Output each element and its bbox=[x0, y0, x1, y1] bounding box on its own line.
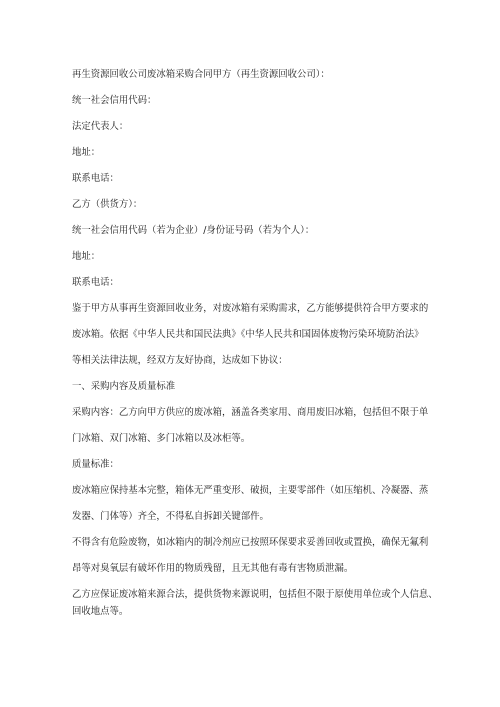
quality-2-line: 昂等对臭氧层有破坏作用的物质残留，且无其他有毒有害物质泄漏。 bbox=[72, 563, 354, 574]
content-line: 采购内容：乙方向甲方供应的废冰箱，涵盖各类家用、商用废旧冰箱，包括但不限于单 bbox=[72, 407, 429, 418]
preamble-line: 等相关法律法规，经双方友好协商，达成如下协议： bbox=[72, 355, 288, 366]
preamble-line: 鉴于甲方从事再生资源回收业务，对废冰箱有采购需求，乙方能够提供符合甲方要求的 bbox=[72, 303, 429, 314]
party-b-phone: 联系电话： bbox=[72, 277, 119, 288]
preamble-line: 废冰箱。依据《中华人民共和国民法典》《中华人民共和国固体废物污染环境防治法》 bbox=[72, 329, 424, 340]
content-paragraph bbox=[72, 406, 444, 445]
party-a-address: 地址： bbox=[72, 147, 101, 158]
quality-3-line: 乙方应保证废冰箱来源合法，提供货物来源说明，包括但不限于原使用单位或个人信息、 bbox=[72, 589, 438, 600]
quality-3-line: 回收地点等。 bbox=[72, 606, 129, 617]
quality-1-line: 废冰箱应保持基本完整，箱体无严重变形、破损，主要零部件（如压缩机、冷凝器、蒸 bbox=[72, 485, 429, 496]
party-b-title: 乙方（供货方）： bbox=[72, 199, 143, 210]
party-b-address: 地址： bbox=[72, 251, 101, 262]
quality-1-line: 发器、门体等）齐全，不得私自拆卸关键部件。 bbox=[72, 511, 269, 522]
quality-paragraph-2 bbox=[72, 536, 444, 575]
section-1-heading: 一、采购内容及质量标准 bbox=[72, 381, 176, 392]
preamble-paragraph bbox=[72, 302, 444, 367]
quality-paragraph-1 bbox=[72, 484, 444, 523]
doc-title-line: 再生资源回收公司废冰箱采购合同甲方（再生资源回收公司）： bbox=[72, 69, 330, 80]
quality-2-line: 不得含有危险废物，如冰箱内的制冷剂应已按照环保要求妥善回收或置换，确保无氟利 bbox=[72, 537, 429, 548]
party-a-credit-code: 统一社会信用代码： bbox=[72, 95, 157, 106]
party-a-phone: 联系电话： bbox=[72, 173, 119, 184]
party-b-id: 统一社会信用代码（若为企业）/身份证号码（若为个人）： bbox=[72, 225, 315, 236]
quality-paragraph-3 bbox=[72, 588, 444, 618]
content-line: 门冰箱、双门冰箱、多门冰箱以及冰柜等。 bbox=[72, 433, 251, 444]
quality-label: 质量标准： bbox=[72, 459, 119, 470]
party-a-legal-rep: 法定代表人： bbox=[72, 121, 129, 132]
